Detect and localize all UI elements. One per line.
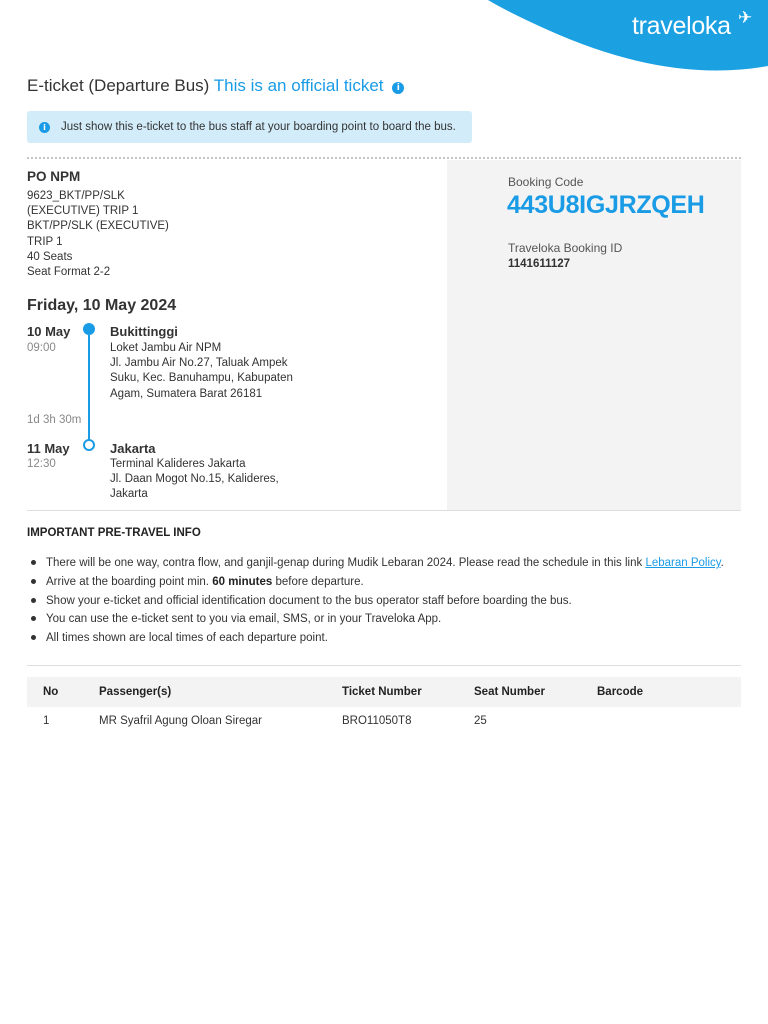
departure-address: Loket Jambu Air NPM Jl. Jambu Air No.27, Taluak Ampek Suku, Kec. Banuhampu, Kabupaten Agam, Sumatera Barat 26181 [110,342,293,400]
ticket-type-title: E-ticket (Departure Bus) [27,76,210,95]
cell-seat-number: 25 [474,715,487,727]
list-item: All times shown are local times of each departure point. [27,630,741,649]
official-ticket-label: This is an official ticket [213,76,384,95]
list-item: Show your e-ticket and official identification document to the bus operator staff before boarding the bus. [27,593,741,612]
column-header-no: No [43,686,59,698]
trip-duration: 1d 3h 30m [27,414,82,426]
notice-text: Just show this e-ticket to the bus staff at your boarding point to board the bus. [61,121,456,133]
info-item-end: . [720,557,724,569]
bird-icon: ✈ [738,8,753,27]
departure-city: Bukittinggi [110,324,178,339]
arrival-time: 12:30 [27,458,56,470]
list-item [27,574,741,593]
booking-id: 1141611127 [508,258,571,270]
boarding-notice [27,111,472,143]
column-header-barcode: Barcode [597,686,644,698]
pre-travel-info-heading: IMPORTANT PRE-TRAVEL INFO [27,527,201,539]
arrival-city: Jakarta [110,441,156,456]
pre-travel-info-list [27,555,741,649]
info-icon: i [39,122,50,133]
cell-ticket-number: BRO11050T8 [342,715,412,727]
cell-no: 1 [43,715,50,727]
timeline-line [88,335,90,440]
cell-passenger: MR Syafril Agung Oloan Siregar [99,715,262,727]
column-header-ticket-number: Ticket Number [342,686,422,698]
trip-date: Friday, 10 May 2024 [27,297,177,314]
operator-details: 9623_BKT/PP/SLK (EXECUTIVE) TRIP 1 BKT/PP/SLK (EXECUTIVE) TRIP 1 40 Seats Seat Format 2-2 [27,190,169,279]
section-divider [27,510,741,511]
arrival-date: 11 May [27,441,70,456]
traveloka-logo: traveloka [632,12,731,40]
booking-id-label: Traveloka Booking ID [508,241,623,255]
booking-code: 443U8IGJRZQEH [507,191,705,219]
column-header-passenger: Passenger(s) [99,686,172,698]
column-header-seat-number: Seat Number [474,686,545,698]
dotted-divider [27,157,741,159]
section-divider [27,665,741,666]
list-item: You can use the e-ticket sent to you via email, SMS, or in your Traveloka App. [27,611,741,630]
booking-code-label: Booking Code [508,175,584,189]
departure-dot-icon [83,323,95,335]
info-item-bold: 60 minutes [212,575,273,588]
list-item [27,555,741,574]
page-title [27,76,404,96]
info-item-text: There will be one way, contra flow, and ganjil-genap during Mudik Lebaran 2024. Please read the schedule in this link [46,557,646,569]
arrival-address: Terminal Kalideres Jakarta Jl. Daan Mogot No.15, Kalideres, Jakarta [110,458,279,501]
lebaran-policy-link[interactable]: Lebaran Policy [645,557,721,569]
departure-time: 09:00 [27,342,56,354]
info-item-text: Arrive at the boarding point min. [46,575,213,588]
operator-name: PO NPM [27,169,81,184]
info-icon[interactable]: i [392,82,404,94]
arrival-dot-icon [83,439,95,451]
info-item-text: before departure. [272,575,364,588]
departure-date: 10 May [27,324,71,339]
